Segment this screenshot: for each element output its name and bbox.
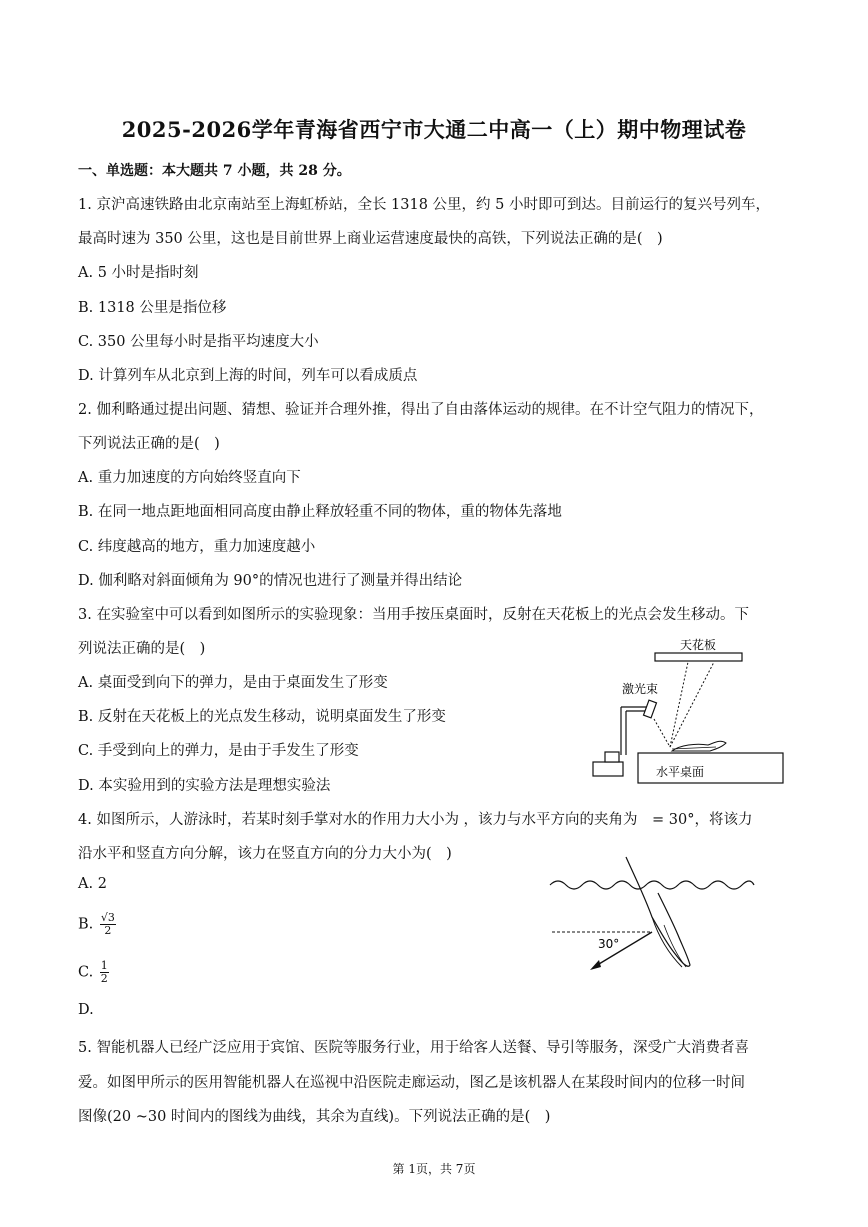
q1-option-c: C. 350 公里每小时是指平均速度大小 bbox=[78, 334, 319, 350]
q3-option-d: D. 本实验用到的实验方法是理想实验法 bbox=[78, 778, 331, 794]
table-label: 水平桌面 bbox=[655, 765, 705, 779]
page-title: 2025-2026学年青海省西宁市大通二中高一（上）期中物理试卷 bbox=[121, 117, 747, 142]
q4-option-c-numerator: 1 bbox=[100, 959, 108, 972]
swimming-hand-figure bbox=[548, 855, 758, 975]
q2-option-d: D. 伽利略对斜面倾角为 90°的情况也进行了测量并得出结论 bbox=[78, 573, 463, 589]
q1-option-b: B. 1318 公里是指位移 bbox=[78, 300, 227, 316]
q4-stem-line1: 4. 如图所示，人游泳时，若某时刻手掌对水的作用力大小为 ，该力与水平方向的夹角为 = 30°，将该力 bbox=[78, 812, 753, 828]
section-heading: 一、单选题：本大题共 7 小题，共 28 分。 bbox=[78, 163, 351, 179]
laser-experiment-figure bbox=[588, 635, 788, 790]
q2-option-c: C. 纬度越高的地方，重力加速度越小 bbox=[78, 539, 316, 555]
q4-option-a: A. 2 bbox=[78, 876, 107, 892]
q4-option-b-fraction bbox=[100, 912, 116, 937]
q4-option-b-denominator: 2 bbox=[104, 924, 112, 937]
q5-stem-line3: 图像(20 ~30 时间内的图线为曲线，其余为直线)。下列说法正确的是( ) bbox=[78, 1109, 551, 1125]
q2-option-a: A. 重力加速度的方向始终竖直向下 bbox=[78, 470, 301, 486]
q5-stem-line1: 5. 智能机器人已经广泛应用于宾馆、医院等服务行业，用于给客人送餐、导引等服务，深受广大消费者喜 bbox=[78, 1040, 749, 1056]
q4-option-b bbox=[78, 912, 116, 937]
q3-stem-line2: 列说法正确的是( ) bbox=[78, 641, 206, 657]
q5-stem-line2: 爱。如图甲所示的医用智能机器人在巡视中沿医院走廊运动，图乙是该机器人在某段时间内的位移一时间 bbox=[78, 1075, 745, 1091]
q4-option-c bbox=[78, 960, 109, 985]
q2-stem-line2: 下列说法正确的是( ) bbox=[78, 436, 220, 452]
page-footer: 第 1页，共 7页 bbox=[392, 1162, 476, 1176]
q3-option-b: B. 反射在天花板上的光点发生移动，说明桌面发生了形变 bbox=[78, 709, 446, 725]
laser-label: 激光束 bbox=[621, 682, 659, 696]
q4-option-b-letter: B. bbox=[78, 916, 98, 933]
q4-option-c-fraction bbox=[100, 960, 109, 985]
q4-option-d: D. bbox=[78, 1002, 94, 1018]
q2-stem-line1: 2. 伽利略通过提出问题、猜想、验证并合理外推，得出了自由落体运动的规律。在不计空气阻力的情况下， bbox=[78, 402, 764, 418]
q1-option-a: A. 5 小时是指时刻 bbox=[78, 265, 199, 281]
q2-option-b: B. 在同一地点距地面相同高度由静止释放轻重不同的物体，重的物体先落地 bbox=[78, 504, 562, 520]
angle-label: 30° bbox=[598, 937, 620, 951]
q3-option-a: A. 桌面受到向下的弹力，是由于桌面发生了形变 bbox=[78, 675, 388, 691]
q1-stem-line2: 最高时速为 350 公里，这也是目前世界上商业运营速度最快的高铁，下列说法正确的是( ) bbox=[78, 231, 663, 247]
q3-stem-line1: 3. 在实验室中可以看到如图所示的实验现象：当用手按压桌面时，反射在天花板上的光点会发生移动。下 bbox=[78, 607, 749, 623]
q3-option-c: C. 手受到向上的弹力，是由于手发生了形变 bbox=[78, 743, 359, 759]
q4-stem-line2: 沿水平和竖直方向分解，该力在竖直方向的分力大小为( ) bbox=[78, 846, 452, 862]
q1-stem-line1: 1. 京沪高速铁路由北京南站至上海虹桥站，全长 1318 公里，约 5 小时即可到达。目前运行的复兴号列车， bbox=[78, 197, 771, 213]
q4-option-c-letter: C. bbox=[78, 964, 98, 981]
ceiling-label: 天花板 bbox=[679, 638, 717, 652]
q4-option-c-denominator: 2 bbox=[100, 972, 108, 985]
q1-option-d: D. 计算列车从北京到上海的时间，列车可以看成质点 bbox=[78, 368, 418, 384]
q4-option-b-numerator: √3 bbox=[100, 911, 115, 924]
